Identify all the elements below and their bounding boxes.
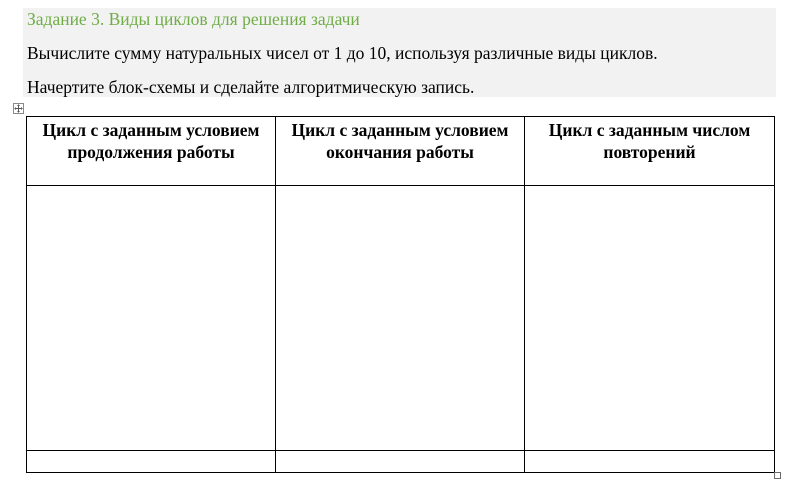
table-resize-icon[interactable] <box>774 472 781 479</box>
table-cell-termination-loop[interactable] <box>276 186 525 451</box>
task-title: Задание 3. Виды циклов для решения задачи <box>27 9 360 29</box>
table-cell-footer-2[interactable] <box>276 451 525 473</box>
table-cell-footer-3[interactable] <box>525 451 775 473</box>
header-cell-count-loop[interactable]: Цикл с заданным числом повторений <box>525 117 775 186</box>
header-cell-termination-loop[interactable]: Цикл с заданным условием окончания работы <box>276 117 525 186</box>
task-instruction-1: Вычислите сумму натуральных чисел от 1 до 10, используя различные виды циклов. <box>27 43 658 63</box>
header-cell-continuation-loop[interactable]: Цикл с заданным условием продолжения работы <box>27 117 276 186</box>
loops-table <box>26 116 775 473</box>
task-instruction-2: Начертите блок-схемы и сделайте алгоритмическую запись. <box>27 77 475 97</box>
table-cell-footer-1[interactable] <box>27 451 276 473</box>
table-footer-row <box>27 451 775 473</box>
table-cell-count-loop[interactable] <box>525 186 775 451</box>
table-header-row <box>27 117 775 186</box>
table-move-icon[interactable] <box>13 103 24 114</box>
table-body-row <box>27 186 775 451</box>
table-cell-continuation-loop[interactable] <box>27 186 276 451</box>
